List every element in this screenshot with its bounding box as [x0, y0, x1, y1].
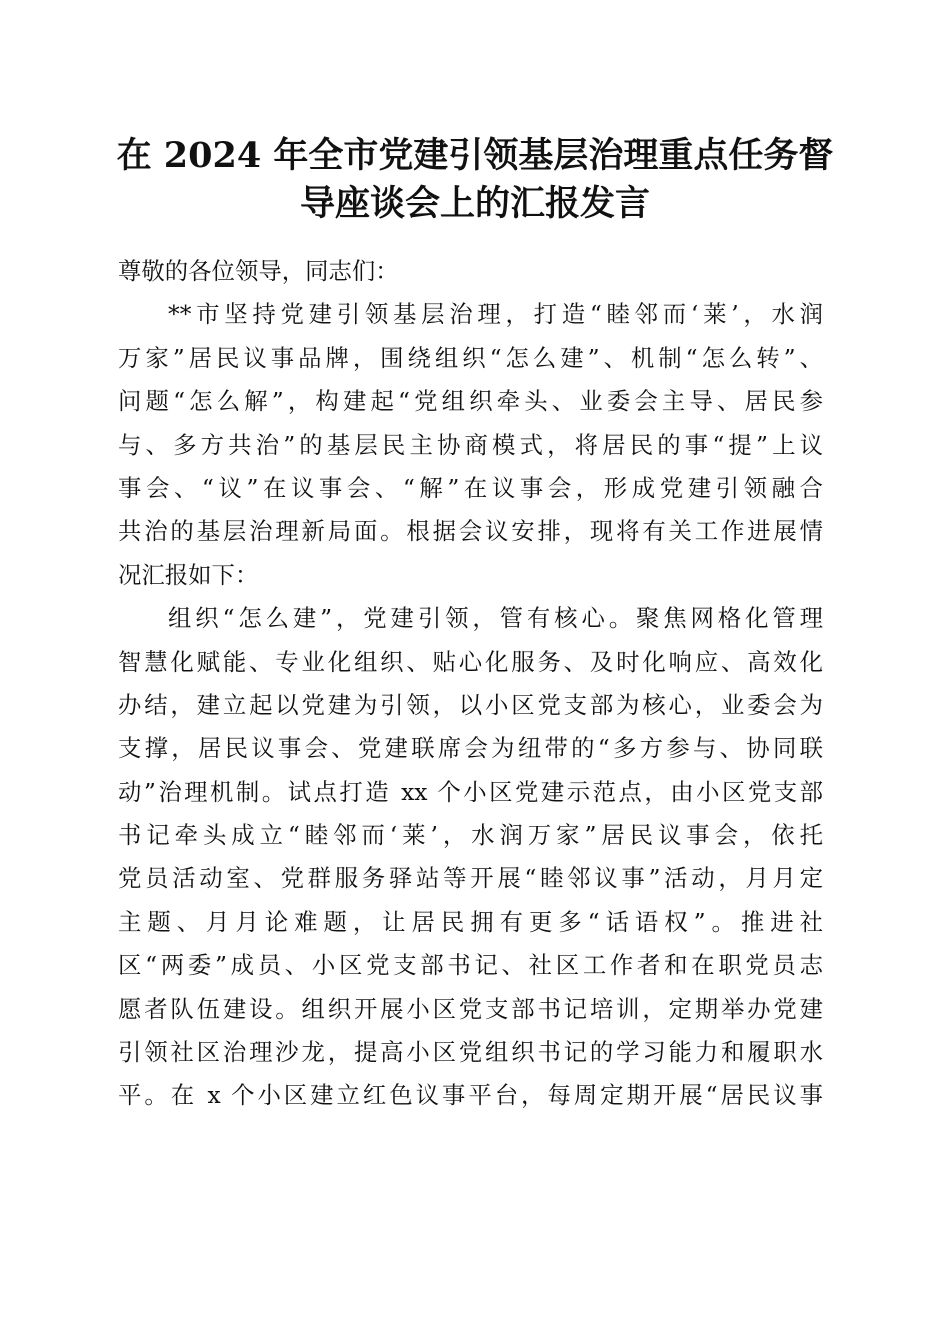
salutation: 尊敬的各位领导，同志们：: [118, 257, 399, 285]
paragraph-2-line: 书记牵头成立“睦邻而‘莱’，水润万家”居民议事会，依托: [118, 821, 823, 850]
paragraph-1-line: **市坚持党建引领基层治理，打造“睦邻而‘莱’，水润: [168, 300, 823, 329]
paragraph-2-line: 主题、月月论难题，让居民拥有更多“话语权”。推进社: [118, 907, 823, 936]
paragraph-2-line: 愿者队伍建设。组织开展小区党支部书记培训，定期举办党建: [118, 994, 823, 1023]
paragraph-1: [118, 293, 823, 597]
title-line-1: 在 2024 年全市党建引领基层治理重点任务督: [116, 135, 834, 176]
paragraph-2-line: 引领社区治理沙龙，提高小区党组织书记的学习能力和履职水: [118, 1038, 823, 1067]
document-body: [118, 250, 823, 1118]
paragraph-2-line: 党员活动室、党群服务驿站等开展“睦邻议事”活动，月月定: [118, 864, 823, 893]
paragraph-2-line: 平。在 x 个小区建立红色议事平台，每周定期开展“居民议事: [118, 1081, 823, 1110]
paragraph-2-line: 动”治理机制。试点打造 xx 个小区党建示范点，由小区党支部: [118, 777, 823, 806]
paragraph-2-line: 办结，建立起以党建为引领，以小区党支部为核心，业委会为: [118, 690, 823, 719]
paragraph-1-line: 万家”居民议事品牌，围绕组织“怎么建”、机制“怎么转”、: [118, 343, 823, 372]
paragraph-2: [118, 597, 823, 1118]
paragraph-1-line: 问题“怎么解”，构建起“党组织牵头、业委会主导、居民参: [118, 387, 823, 416]
page-title: [100, 132, 850, 228]
paragraph-2-line: 区“两委”成员、小区党支部书记、社区工作者和在职党员志: [118, 951, 823, 980]
paragraph-1-line: 共治的基层治理新局面。根据会议安排，现将有关工作进展情: [118, 517, 823, 546]
paragraph-1-line: 事会、“议”在议事会、“解”在议事会，形成党建引领融合: [118, 473, 823, 502]
paragraph-1-line: 况汇报如下：: [118, 560, 259, 589]
paragraph-2-line: 智慧化赋能、专业化组织、贴心化服务、及时化响应、高效化: [118, 647, 823, 676]
title-line-2: 导座谈会上的汇报发言: [299, 183, 650, 224]
paragraph-2-line: 支撑，居民议事会、党建联席会为纽带的“多方参与、协同联: [118, 734, 823, 763]
paragraph-1-line: 与、多方共治”的基层民主协商模式，将居民的事“提”上议: [118, 430, 823, 459]
paragraph-2-line: 组织“怎么建”，党建引领，管有核心。聚焦网格化管理: [168, 604, 823, 633]
